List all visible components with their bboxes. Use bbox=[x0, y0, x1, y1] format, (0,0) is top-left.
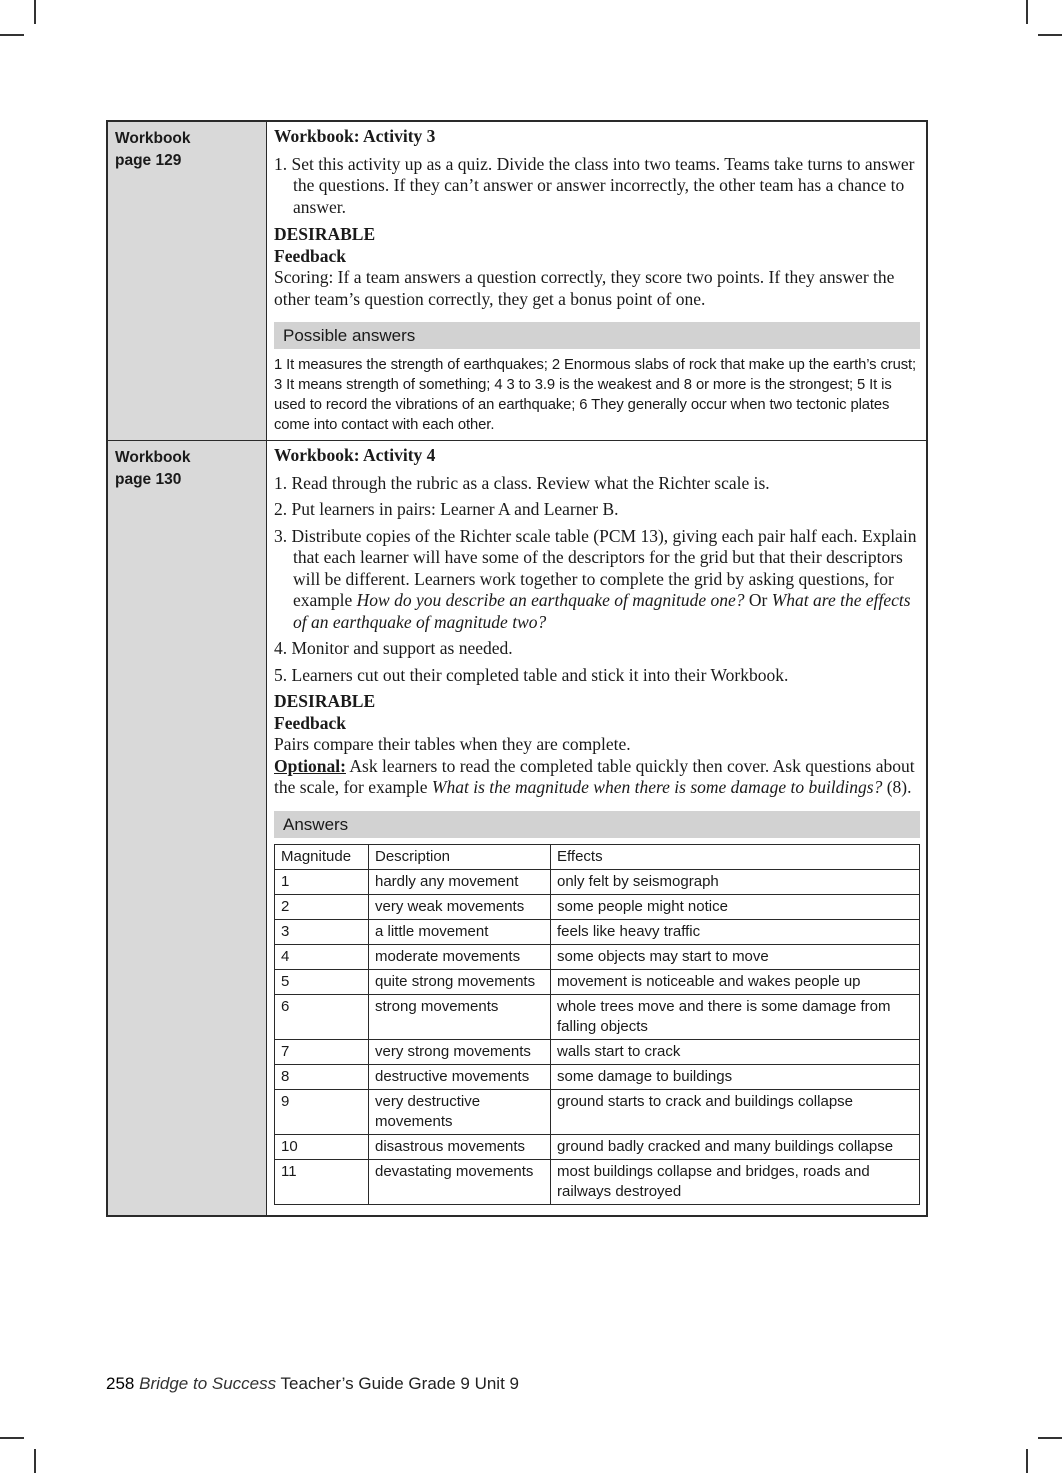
crop-mark bbox=[0, 34, 24, 36]
optional-italic-question: What is the magnitude when there is some damage to buildings? bbox=[431, 777, 883, 797]
step-item: 5. Learners cut out their completed table and stick it into their Workbook. bbox=[274, 664, 789, 685]
step-italic-question: What are the effects of an earthquake of magnitude two? bbox=[293, 590, 911, 632]
table-row bbox=[275, 1064, 920, 1089]
crop-mark bbox=[0, 1437, 24, 1439]
optional-end: (8). bbox=[882, 777, 912, 797]
effects-cell: feels like heavy traffic bbox=[551, 919, 920, 944]
crop-mark bbox=[1026, 1449, 1028, 1473]
step-italic-question: How do you describe an earthquake of magnitude one? bbox=[356, 590, 745, 610]
magnitude-cell: 1 bbox=[275, 869, 369, 894]
description-cell: devastating movements bbox=[369, 1159, 551, 1204]
step-item: 1. Read through the rubric as a class. Review what the Richter scale is. bbox=[274, 472, 770, 493]
effects-cell: ground badly cracked and many buildings collapse bbox=[551, 1134, 920, 1159]
activity-3-content bbox=[267, 121, 928, 441]
description-cell: very weak movements bbox=[369, 894, 551, 919]
effects-cell: only felt by seismograph bbox=[551, 869, 920, 894]
magnitude-cell: 2 bbox=[275, 894, 369, 919]
description-cell: very destructive movements bbox=[369, 1089, 551, 1134]
crop-mark bbox=[34, 0, 36, 24]
optional-paragraph bbox=[274, 756, 920, 799]
description-cell: hardly any movement bbox=[369, 869, 551, 894]
effects-cell: some people might notice bbox=[551, 894, 920, 919]
effects-cell: walls start to crack bbox=[551, 1039, 920, 1064]
effects-cell: most buildings collapse and bridges, roads and railways destroyed bbox=[551, 1159, 920, 1204]
effects-cell: movement is noticeable and wakes people up bbox=[551, 969, 920, 994]
table-row bbox=[275, 1039, 920, 1064]
table-row bbox=[275, 1134, 920, 1159]
activity-3-row bbox=[107, 121, 927, 441]
step-text: 3. Distribute copies of the Richter scale table (PCM 13), giving each pair half each. Explain that each learner will have some of the descriptors for the grid but that their descriptors will be different. Learners work together to complete the grid by asking questions, for example bbox=[274, 525, 917, 610]
page-label: page 130 bbox=[115, 471, 182, 488]
footer-text: Teacher’s Guide Grade 9 Unit 9 bbox=[276, 1374, 519, 1393]
table-row bbox=[275, 944, 920, 969]
column-header-description: Description bbox=[369, 844, 551, 869]
page-footer bbox=[106, 1374, 519, 1394]
table-row bbox=[275, 1089, 920, 1134]
desirable-label: DESIRABLE bbox=[274, 224, 376, 244]
table-header-row bbox=[275, 844, 920, 869]
possible-answers-heading: Possible answers bbox=[274, 322, 920, 349]
table-row bbox=[275, 869, 920, 894]
crop-mark bbox=[34, 1449, 36, 1473]
activity-4-content bbox=[267, 441, 928, 1216]
crop-mark bbox=[1026, 0, 1028, 24]
crop-mark bbox=[1038, 34, 1062, 36]
column-header-effects: Effects bbox=[551, 844, 920, 869]
step-text: Or bbox=[744, 590, 772, 610]
magnitude-cell: 6 bbox=[275, 994, 369, 1039]
table-row bbox=[275, 894, 920, 919]
possible-answers-text: 1 It measures the strength of earthquakes; 2 Enormous slabs of rock that make up the earth’s crust; 3 It means strength of something; 4 3 to 3.9 is the weakest and 8 or more is the strongest; 5 It is used to record the vibrations of an earthquake; 6 They generally occur when two tectonic plates come into contact with each other. bbox=[274, 357, 917, 433]
workbook-page-label bbox=[107, 441, 267, 1216]
effects-cell: ground starts to crack and buildings collapse bbox=[551, 1089, 920, 1134]
description-cell: disastrous movements bbox=[369, 1134, 551, 1159]
table-row bbox=[275, 969, 920, 994]
description-cell: quite strong movements bbox=[369, 969, 551, 994]
effects-cell: whole trees move and there is some damage from falling objects bbox=[551, 994, 920, 1039]
feedback-text: Pairs compare their tables when they are complete. bbox=[274, 734, 631, 754]
step-item: 1. Set this activity up as a quiz. Divide the class into two teams. Teams take turns to answer the questions. If they can’t answer or answer incorrectly, the other team has a chance to answer. bbox=[274, 153, 915, 217]
magnitude-cell: 7 bbox=[275, 1039, 369, 1064]
step-item: 2. Put learners in pairs: Learner A and Learner B. bbox=[274, 499, 619, 519]
table-row bbox=[275, 994, 920, 1039]
activity-4-row bbox=[107, 441, 927, 1216]
description-cell: strong movements bbox=[369, 994, 551, 1039]
step-item bbox=[274, 526, 920, 634]
description-cell: destructive movements bbox=[369, 1064, 551, 1089]
magnitude-cell: 3 bbox=[275, 919, 369, 944]
magnitude-cell: 5 bbox=[275, 969, 369, 994]
magnitude-cell: 11 bbox=[275, 1159, 369, 1204]
feedback-heading: Feedback bbox=[274, 245, 346, 266]
book-title: Bridge to Success bbox=[139, 1374, 277, 1393]
effects-cell: some damage to buildings bbox=[551, 1064, 920, 1089]
desirable-label: DESIRABLE bbox=[274, 691, 376, 711]
magnitude-cell: 9 bbox=[275, 1089, 369, 1134]
magnitude-cell: 4 bbox=[275, 944, 369, 969]
optional-label: Optional: bbox=[274, 755, 346, 776]
feedback-text: Scoring: If a team answers a question correctly, they score two points. If they answer the other team’s question correctly, they get a bonus point of one. bbox=[274, 267, 895, 309]
workbook-label: Workbook bbox=[115, 130, 191, 147]
activity-title: Workbook: Activity 4 bbox=[274, 445, 436, 465]
crop-mark bbox=[1038, 1437, 1062, 1439]
lesson-plan-table bbox=[106, 120, 928, 1217]
workbook-page-label bbox=[107, 121, 267, 441]
answers-heading: Answers bbox=[274, 811, 920, 838]
page-label: page 129 bbox=[115, 152, 182, 169]
magnitude-cell: 8 bbox=[275, 1064, 369, 1089]
step-item: 4. Monitor and support as needed. bbox=[274, 638, 513, 658]
description-cell: a little movement bbox=[369, 919, 551, 944]
optional-text: Ask learners to read the completed table quickly then cover. Ask questions about the scale, for example bbox=[274, 755, 915, 797]
effects-cell: some objects may start to move bbox=[551, 944, 920, 969]
richter-scale-table bbox=[274, 844, 920, 1205]
table-row bbox=[275, 919, 920, 944]
description-cell: very strong movements bbox=[369, 1039, 551, 1064]
column-header-magnitude: Magnitude bbox=[275, 844, 369, 869]
table-row bbox=[275, 1159, 920, 1204]
feedback-heading: Feedback bbox=[274, 712, 346, 733]
workbook-label: Workbook bbox=[115, 449, 191, 466]
activity-title: Workbook: Activity 3 bbox=[274, 126, 436, 146]
description-cell: moderate movements bbox=[369, 944, 551, 969]
page-number: 258 bbox=[106, 1374, 135, 1393]
magnitude-cell: 10 bbox=[275, 1134, 369, 1159]
